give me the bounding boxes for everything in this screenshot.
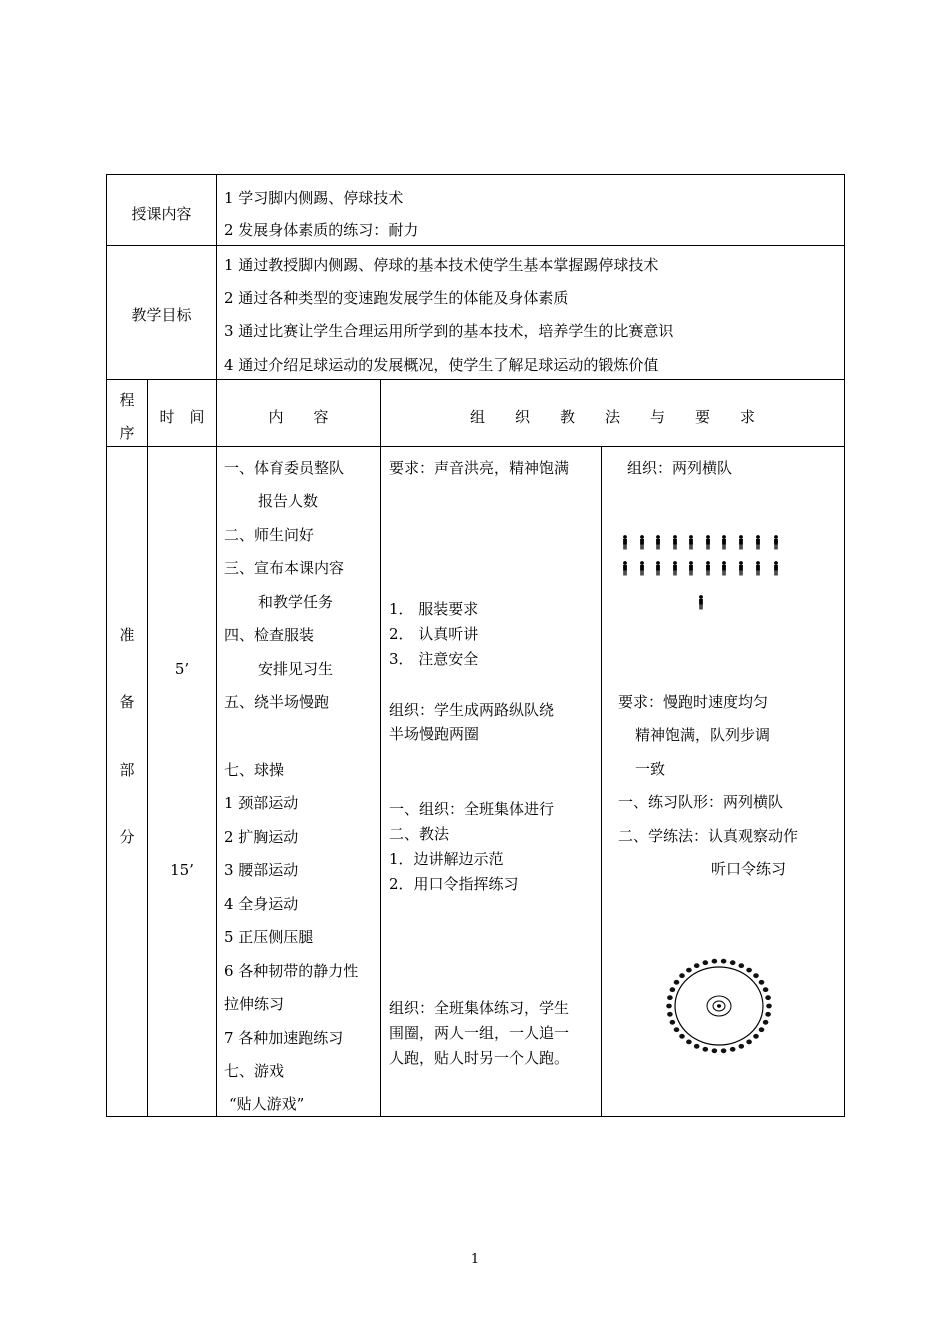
goal-item-1: 1 通过教授脚内侧踢、停球的基本技术使学生基本掌握踢停球技术: [224, 256, 659, 274]
content-item-2: 2 发展身体素质的练习：耐力: [224, 221, 419, 239]
teacher-figure: [699, 595, 703, 609]
ring-student-dot: [674, 1027, 680, 1032]
ring-student-dot: [694, 963, 700, 968]
col-time: 时 间: [159, 408, 205, 426]
content-label: 授课内容: [131, 205, 192, 223]
org-line: 精神饱满，队列步调: [635, 726, 771, 744]
time-value-1: 5’: [174, 660, 190, 678]
ring-student-dot: [674, 980, 680, 985]
ring-student-dot: [766, 1004, 772, 1009]
goal-item-4: 4 通过介绍足球运动的发展概况，使学生了解足球运动的锻炼价值: [224, 356, 659, 374]
method-line: 1．边讲解边示范: [389, 850, 504, 868]
content-line: 4 全身运动: [224, 895, 299, 913]
content-item-1: 1 学习脚内侧踢、停球技术: [224, 189, 404, 207]
method-line: 半场慢跑两圈: [389, 725, 480, 743]
ring-student-dot: [712, 959, 718, 964]
ring-student-dot: [679, 973, 685, 978]
org-line: 要求：慢跑时速度均匀: [618, 693, 769, 711]
method-line: 一、组织：全班集体进行: [389, 800, 555, 818]
org-line: 一致: [635, 760, 666, 778]
ring-student-dot: [679, 1034, 685, 1039]
ring-student-dot: [759, 980, 765, 985]
ring-student-dot: [753, 973, 759, 978]
method-line: 要求：声音洪亮，精神饱满: [389, 459, 570, 477]
ring-student-dot: [730, 960, 736, 965]
col-seq-char-1: 程: [119, 391, 135, 409]
ring-student-dot: [746, 1040, 752, 1045]
method-line: 人跑，贴人时另一个人跑。: [389, 1049, 570, 1067]
ring-student-dot: [712, 1048, 718, 1053]
content-line: 三、宣布本课内容: [224, 559, 345, 577]
method-line: 3． 注意安全: [389, 650, 479, 668]
col-content: 内 容: [268, 408, 329, 426]
ring-student-dot: [670, 987, 676, 992]
org-line: 听口令练习: [711, 860, 787, 878]
section-char-1: 准: [119, 626, 135, 644]
ring-student-dot: [703, 960, 709, 965]
content-line: 七、球操: [224, 761, 285, 779]
org-line: 组织：两列横队: [627, 459, 733, 477]
content-line: 五、绕半场慢跑: [224, 693, 330, 711]
ring-student-dot: [694, 1044, 700, 1049]
method-line: 组织：学生成两路纵队绕: [389, 701, 555, 719]
content-line: 6 各种韧带的静力性: [224, 962, 359, 980]
circle-game-diagram: [664, 957, 774, 1057]
col-method: 组 织 教 法 与 要 求: [469, 408, 755, 426]
ring-student-dot: [765, 1012, 771, 1017]
col-seq-char-2: 序: [119, 424, 135, 442]
content-line: 1 颈部运动: [224, 794, 299, 812]
method-line: 1． 服装要求: [389, 600, 479, 618]
ring-student-dot: [666, 1004, 672, 1009]
goals-label: 教学目标: [131, 306, 192, 324]
content-line: 七、游戏: [224, 1062, 285, 1080]
content-line: 二、师生问好: [224, 526, 315, 544]
ring-student-dot: [765, 995, 771, 1000]
content-line: 2 扩胸运动: [224, 828, 299, 846]
content-line: 安排见习生: [258, 660, 334, 678]
content-line: 3 腰部运动: [224, 861, 299, 879]
formation-diagram: [610, 530, 800, 615]
ring-student-dot: [759, 1027, 765, 1032]
ring-student-dot: [763, 1020, 769, 1025]
method-line: 围圈，两人一组，一人追一: [389, 1024, 570, 1042]
ring-student-dot: [667, 995, 673, 1000]
content-line: 一、体育委员整队: [224, 459, 345, 477]
ring-student-dot: [670, 1020, 676, 1025]
ring-student-dot: [686, 1040, 692, 1045]
ring-student-dot: [721, 1048, 727, 1053]
method-line: 二、教法: [389, 825, 450, 843]
ring-student-dot: [753, 1034, 759, 1039]
content-line: 5 正压侧压腿: [224, 928, 314, 946]
content-line: 和教学任务: [258, 593, 334, 611]
ring-student-dot: [703, 1047, 709, 1052]
student-row-1: [623, 535, 778, 549]
content-line: 四、检查服装: [224, 626, 315, 644]
section-char-4: 分: [119, 828, 135, 846]
ring-student-dot: [667, 1012, 673, 1017]
org-line: 二、学练法：认真观察动作: [618, 827, 799, 845]
ring-student-dot: [763, 987, 769, 992]
content-line: 拉伸练习: [224, 995, 285, 1013]
method-line: 2．用口令指挥练习: [389, 875, 519, 893]
ring-student-dot: [721, 959, 727, 964]
content-line: “贴人游戏”: [229, 1095, 305, 1113]
method-line: 2． 认真听讲: [389, 625, 479, 643]
student-row-2: [623, 561, 778, 575]
org-line: 一、练习队形：两列横队: [618, 793, 784, 811]
section-char-3: 部: [119, 761, 135, 779]
content-line: 报告人数: [258, 492, 319, 510]
ring-student-dot: [739, 1044, 745, 1049]
ring-student-dot: [730, 1047, 736, 1052]
time-value-2: 15’: [170, 861, 194, 879]
content-line: 7 各种加速跑练习: [224, 1029, 344, 1047]
page-number: 1: [470, 1252, 480, 1267]
goal-item-2: 2 通过各种类型的变速跑发展学生的体能及身体素质: [224, 289, 569, 307]
ring-student-dot: [686, 968, 692, 973]
ring-student-dot: [746, 968, 752, 973]
ring-student-dot: [739, 963, 745, 968]
section-char-2: 备: [119, 693, 135, 711]
goal-item-3: 3 通过比赛让学生合理运用所学到的基本技术，培养学生的比赛意识: [224, 322, 674, 340]
method-line: 组织：全班集体练习，学生: [389, 999, 570, 1017]
